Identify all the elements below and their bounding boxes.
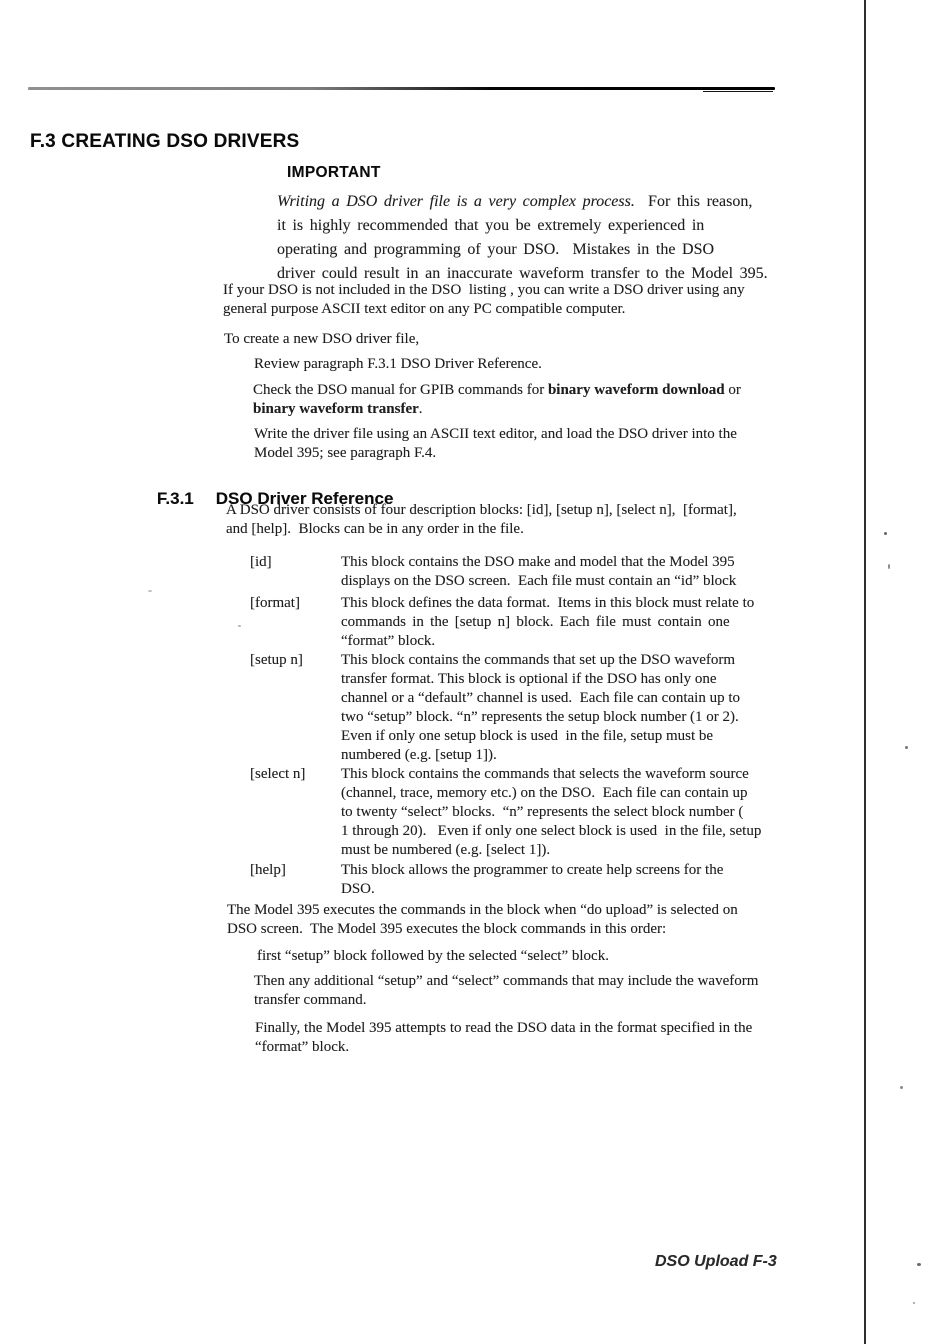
- text-line: This block contains the DSO make and model that the Model 395: [341, 554, 735, 570]
- definition-term: [id]: [250, 554, 272, 570]
- note-line: driver could result in an inaccurate waveform transfer to the Model 395.: [277, 265, 768, 282]
- text-line: must be numbered (e.g. [select 1]).: [341, 842, 551, 858]
- text-line: If your DSO is not included in the DSO listing , you can write a DSO driver using any: [223, 282, 745, 298]
- text-line: displays on the DSO screen. Each file must contain an “id” block: [341, 573, 737, 589]
- definition-desc: [341, 765, 761, 860]
- text-line: general purpose ASCII text editor on any PC compatible computer.: [223, 301, 626, 317]
- definition-row-setup: [250, 651, 740, 765]
- note-line: [277, 190, 768, 214]
- note-line: operating and programming of your DSO. Mistakes in the DSO: [277, 241, 715, 258]
- text-line: This block contains the commands that selects the waveform source: [341, 766, 749, 782]
- definition-term: [setup n]: [250, 652, 303, 668]
- scan-speck: [888, 564, 890, 569]
- scan-speck: [148, 590, 152, 592]
- important-note: [277, 190, 768, 286]
- definition-desc: [341, 553, 736, 591]
- text-line: commands in the [setup n] block. Each file must contain one: [341, 614, 730, 630]
- text-line: channel or a “default” channel is used. Each file can contain up to: [341, 690, 740, 706]
- list-item-review: [254, 355, 542, 374]
- scan-speck: [238, 625, 241, 627]
- text-line: Finally, the Model 395 attempts to read the DSO data in the format specified in the: [255, 1020, 753, 1036]
- scan-speck: [905, 746, 908, 749]
- text-line: (channel, trace, memory etc.) on the DSO. Each file can contain up: [341, 785, 748, 801]
- subsection-title: DSO Driver Reference: [215, 489, 394, 508]
- text-line: A DSO driver consists of four description blocks: [id], [setup n], [select n], [format],: [226, 502, 737, 518]
- paragraph-create-file: [224, 330, 419, 349]
- definition-term: [format]: [250, 595, 300, 611]
- scan-speck: [884, 532, 887, 535]
- scan-speck: [900, 1086, 903, 1089]
- check-tail2: .: [418, 401, 423, 417]
- check-pre: Check the DSO manual for GPIB commands for: [253, 382, 548, 398]
- text-line: Write the driver file using an ASCII text editor, and load the DSO driver into the: [254, 426, 737, 442]
- text-line: [253, 381, 741, 400]
- finally-paragraph: [255, 1019, 752, 1057]
- text-line: [253, 400, 741, 419]
- text-line: and [help]. Blocks can be in any order in the file.: [226, 521, 524, 537]
- scan-speck: [917, 1263, 921, 1266]
- text-line: The Model 395 executes the commands in the block when “do upload” is selected on: [227, 902, 738, 918]
- check-tail1: or: [724, 382, 741, 398]
- page-footer-label: DSO Upload F-3: [655, 1253, 777, 1270]
- text-line: Model 395; see paragraph F.4.: [254, 445, 437, 461]
- text-line: Then any additional “setup” and “select” commands that may include the waveform: [254, 973, 759, 989]
- definition-term: [help]: [250, 862, 286, 878]
- lead-paragraph: [226, 501, 737, 539]
- subsection-number: F.3.1: [156, 489, 194, 508]
- exec-paragraph: [227, 901, 738, 939]
- note-italic-lead: Writing a DSO driver file is a very complex process.: [277, 193, 635, 210]
- text-line: 1 through 20). Even if only one select block is used in the file, setup: [341, 823, 762, 839]
- text-line: To create a new DSO driver file,: [224, 331, 420, 347]
- scan-edge-line: [864, 0, 866, 1344]
- text-line: transfer format. This block is optional if the DSO has only one: [341, 671, 717, 687]
- horizontal-rule-echo: [703, 91, 773, 92]
- definition-desc: [341, 861, 723, 899]
- horizontal-rule: [28, 87, 775, 90]
- text-line: to twenty “select” blocks. “n” represents the select block number (: [341, 804, 744, 820]
- list-item-check: [253, 381, 741, 419]
- definition-row-help: [250, 861, 723, 899]
- text-line: DSO.: [341, 881, 375, 897]
- text-line: numbered (e.g. [setup 1]).: [341, 747, 497, 763]
- note-line: it is highly recommended that you be extremely experienced in: [277, 217, 705, 234]
- definition-desc: [341, 594, 754, 651]
- text-line: DSO screen. The Model 395 executes the block commands in this order:: [227, 921, 667, 937]
- definition-desc: [341, 651, 740, 765]
- check-bold-download: binary waveform download: [547, 382, 725, 398]
- check-bold-transfer: binary waveform transfer: [253, 401, 419, 417]
- definition-row-select: [250, 765, 761, 860]
- text-line: This block allows the programmer to create help screens for the: [341, 862, 724, 878]
- text-line: This block contains the commands that set up the DSO waveform: [341, 652, 736, 668]
- text-line: “format” block.: [255, 1039, 350, 1055]
- text-line: Review paragraph F.3.1 DSO Driver Reference.: [254, 356, 542, 372]
- text-line: This block defines the data format. Items in this block must relate to: [341, 595, 755, 611]
- definition-row-id: [250, 553, 736, 591]
- text-line: two “setup” block. “n” represents the setup block number (1 or 2).: [341, 709, 739, 725]
- text-line: first “setup” block followed by the selected “select” block.: [257, 948, 609, 964]
- note-line1-rest: For this reason,: [634, 193, 753, 210]
- text-line: “format” block.: [341, 633, 436, 649]
- paragraph-intro: [223, 281, 745, 319]
- definition-term: [select n]: [250, 766, 306, 782]
- order-then-paragraph: [254, 972, 758, 1010]
- text-line: transfer command.: [254, 992, 367, 1008]
- list-item-write: [254, 425, 737, 463]
- definition-row-format: [250, 594, 754, 651]
- section-heading: F.3 CREATING DSO DRIVERS: [30, 131, 300, 152]
- scan-speck: [913, 1302, 915, 1304]
- important-label: IMPORTANT: [287, 164, 381, 181]
- text-line: Even if only one setup block is used in the file, setup must be: [341, 728, 714, 744]
- order-first-paragraph: [257, 947, 609, 966]
